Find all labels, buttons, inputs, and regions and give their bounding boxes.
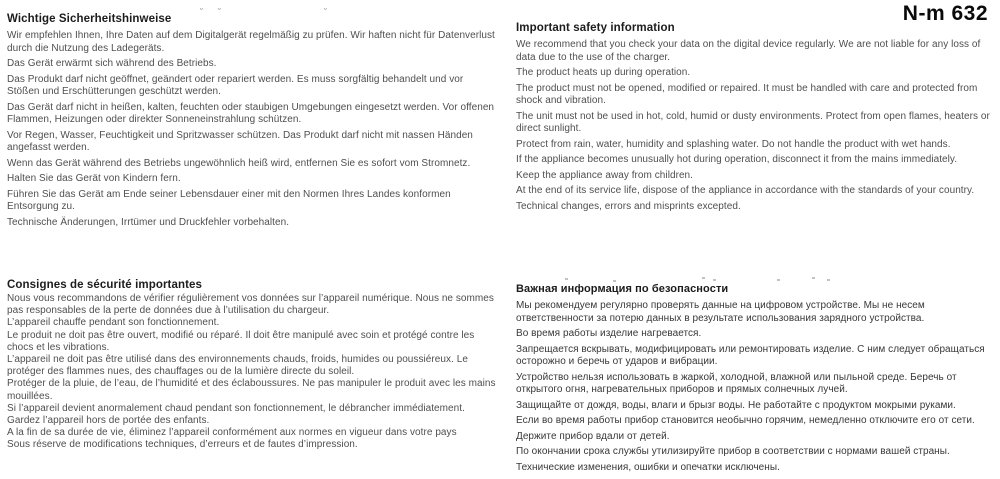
model-number: N-m 632 bbox=[902, 2, 988, 25]
section-title-english: Important safety information bbox=[516, 22, 675, 34]
section-title-german: Wichtige Sicherheitshinweise bbox=[7, 13, 172, 25]
section-french bbox=[7, 279, 499, 452]
paragraph: Защищайте от дождя, воды, влаги и брызг воды. Не работайте с продуктом мокрыми руками. bbox=[516, 399, 956, 411]
paragraph: Technische Änderungen, Irrtümer und Druckfehler vorbehalten. bbox=[7, 216, 290, 228]
paragraph: Protect from rain, water, humidity and splashing water. Do not handle the product with wet hands. bbox=[516, 138, 951, 150]
scan-artifact: ˘ bbox=[200, 7, 203, 17]
paragraph: По окончании срока службы утилизируйте прибор в соответствии с нормами вашей страны. bbox=[516, 446, 950, 457]
paragraph: Das Gerät erwärmt sich während des Betriebs. bbox=[7, 58, 217, 69]
paragraph: Если во время работы прибор становится необычно горячим, немедленно отключите его от сети. bbox=[516, 415, 975, 426]
paragraph: If the appliance becomes unusually hot during operation, disconnect it from the mains immediately. bbox=[516, 154, 958, 165]
paragraph: Vor Regen, Wasser, Feuchtigkeit und Spritzwasser schützen. Das Produkt darf nicht mit nassen Händen angefasst werden. bbox=[7, 129, 473, 153]
section-title-russian: Важная информация по безопасности bbox=[516, 283, 729, 295]
paragraph: A la fin de sa durée de vie, éliminez l’appareil conformément aux normes en vigueur dans votre pays bbox=[7, 427, 457, 439]
scan-artifact: ˘ bbox=[218, 7, 221, 17]
scan-artifact: ˘ bbox=[324, 7, 327, 17]
section-title-french: Consignes de sécurité importantes bbox=[7, 279, 203, 291]
paragraph: The product heats up during operation. bbox=[516, 67, 691, 78]
paragraph: Das Produkt darf nicht geöffnet, geändert oder repariert werden. Es muss sorgfältig behandelt und vor Stößen und Erschütterungen geschützt werden. bbox=[7, 73, 464, 97]
paragraph: The product must not be opened, modified or repaired. It must be handled with care and protected from shock and vibration. bbox=[516, 82, 978, 106]
paragraph: Wenn das Gerät während des Betriebs ungewöhnlich heiß wird, entfernen Sie es sofort vom Stromnetz. bbox=[7, 157, 471, 169]
paragraph: Устройство нельзя использовать в жаркой, холодной, влажной или пыльной среде. Беречь от открытого огня, нагревательных приборов и прямых солнечных лучей. bbox=[516, 371, 957, 395]
section-english bbox=[516, 22, 996, 216]
paragraph: We recommend that you check your data on the digital device regularly. We are not liable for any loss of data due to the use of the charger. bbox=[516, 39, 981, 63]
paragraph: L’appareil ne doit pas être utilisé dans des environnements chauds, froids, humides ou poussiéreux. Le protéger des flammes nues, des chauffages ou de la lumière directe du soleil. bbox=[7, 354, 468, 378]
scan-artifact bbox=[565, 278, 568, 280]
paragraph: Le produit ne doit pas être ouvert, modifié ou réparé. Il doit être manipulé avec soin et protégé contre les chocs et les vibrations. bbox=[7, 329, 475, 353]
paragraph: Nous vous recommandons de vérifier régulièrement vos données sur l’appareil numérique. Nous ne sommes pas responsables de la perte de données due à l’utilisation du chargeur. bbox=[7, 293, 494, 317]
paragraph: The unit must not be used in hot, cold, humid or dusty environments. Protect from open flames, heaters or direct sunlight. bbox=[516, 110, 990, 134]
paragraph: Führen Sie das Gerät am Ende seiner Lebensdauer einer mit den Normen Ihres Landes konformen Entsorgung zu. bbox=[7, 188, 451, 212]
paragraph: Das Gerät darf nicht in heißen, kalten, feuchten oder staubigen Umgebungen eingesetzt werden. Vor offenen Flammen, Heizungen oder direkter Sonneneinstrahlung schützen. bbox=[7, 101, 495, 125]
paragraph: Technical changes, errors and misprints excepted. bbox=[516, 200, 741, 212]
paragraph: Запрещается вскрывать, модифицировать или ремонтировать изделие. С ним следует обращаться осторожно и беречь от ударов и вибрации. bbox=[516, 343, 985, 367]
scan-artifact bbox=[613, 280, 616, 282]
paragraph: Технические изменения, ошибки и опечатки исключены. bbox=[516, 461, 780, 473]
paragraph: Gardez l’appareil hors de portée des enfants. bbox=[7, 415, 210, 427]
paragraph: L’appareil chauffe pendant son fonctionnement. bbox=[7, 317, 220, 329]
scan-artifact bbox=[702, 277, 705, 279]
paragraph: Protéger de la pluie, de l’eau, de l’humidité et des éclaboussures. Ne pas manipuler le produit avec les mains mouillées. bbox=[7, 378, 496, 402]
section-german bbox=[7, 13, 496, 232]
scan-artifact bbox=[812, 277, 815, 279]
paragraph: Halten Sie das Gerät von Kindern fern. bbox=[7, 173, 181, 184]
paragraph: Мы рекомендуем регулярно проверять данные на цифровом устройстве. Мы не несем ответственности за потерю данных в результате использования зарядного устройства. bbox=[516, 300, 925, 324]
paragraph: Во время работы изделие нагревается. bbox=[516, 328, 702, 339]
scan-artifact bbox=[777, 279, 780, 281]
paragraph: Sous réserve de modifications techniques, d’erreurs et de fautes d’impression. bbox=[7, 439, 358, 451]
paragraph: Si l’appareil devient anormalement chaud pendant son fonctionnement, le débrancher immédiatement. bbox=[7, 402, 465, 414]
paragraph: Держите прибор вдали от детей. bbox=[516, 430, 670, 442]
scan-artifact bbox=[713, 279, 716, 281]
scan-artifact bbox=[827, 279, 830, 281]
paragraph: At the end of its service life, dispose of the appliance in accordance with the standards of your country. bbox=[516, 185, 975, 196]
paragraph: Wir empfehlen Ihnen, Ihre Daten auf dem Digitalgerät regelmäßig zu prüfen. Wir haften nicht für Datenverlust durch die Nutzung des Ladegeräts. bbox=[7, 30, 495, 54]
paragraph: Keep the appliance away from children. bbox=[516, 169, 694, 181]
section-russian bbox=[516, 283, 996, 477]
